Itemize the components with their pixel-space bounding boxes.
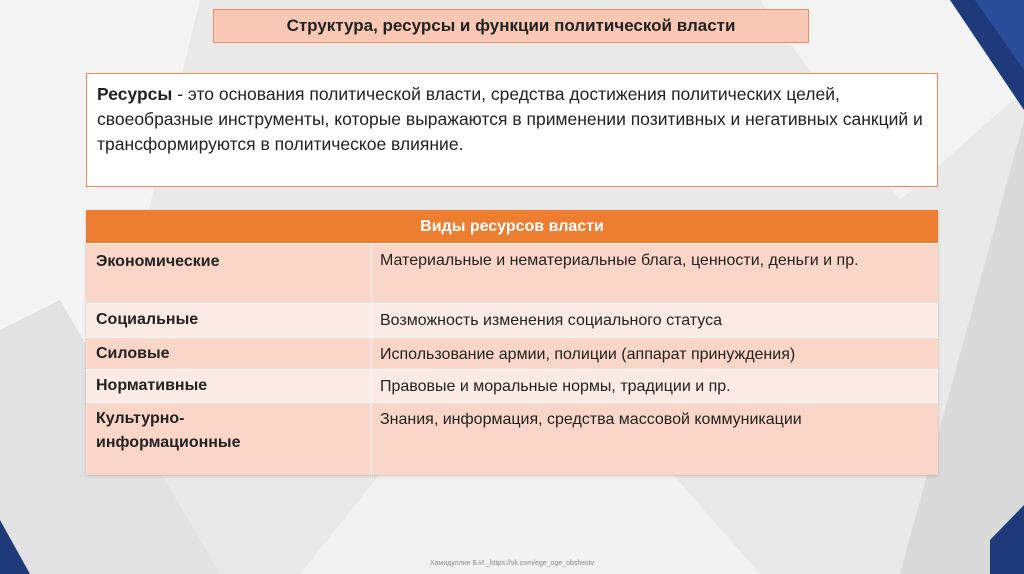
row-description: Правовые и моральные нормы, традиции и пр. xyxy=(380,378,731,395)
slide-title: Структура, ресурсы и функции политической власти xyxy=(213,9,809,43)
row-name: Экономические xyxy=(86,244,372,303)
row-description: Возможность изменения социального статуса xyxy=(380,312,723,329)
definition-box xyxy=(86,73,938,187)
row-description: Использование армии, полиции (аппарат принуждения) xyxy=(380,346,796,363)
table-row xyxy=(86,369,938,402)
footer-credit: Хамидуллин Б.И._https://vk.com/ege_oge_obshestv xyxy=(429,560,595,567)
table-row xyxy=(86,243,938,303)
row-name: Социальные xyxy=(86,304,372,337)
table-row xyxy=(86,402,938,475)
definition-text: - это основания политической власти, средства достижения политических целей, своеобразные инструменты, которые выражаются в применении позитивных и негативных санкций и трансформируются в политическое влияние. xyxy=(97,84,923,154)
table-row xyxy=(86,337,938,369)
row-name: Силовые xyxy=(86,338,372,369)
row-name: Нормативные xyxy=(86,370,372,402)
row-name: Культурно-информационные xyxy=(86,403,372,475)
table-header: Виды ресурсов власти xyxy=(86,210,938,243)
resources-table xyxy=(86,210,938,475)
table-row xyxy=(86,303,938,337)
row-description: Знания, информация, средства массовой коммуникации xyxy=(380,411,802,428)
row-description: Материальные и нематериальные блага, ценности, деньги и пр. xyxy=(380,252,859,269)
definition-term: Ресурсы xyxy=(97,84,173,104)
